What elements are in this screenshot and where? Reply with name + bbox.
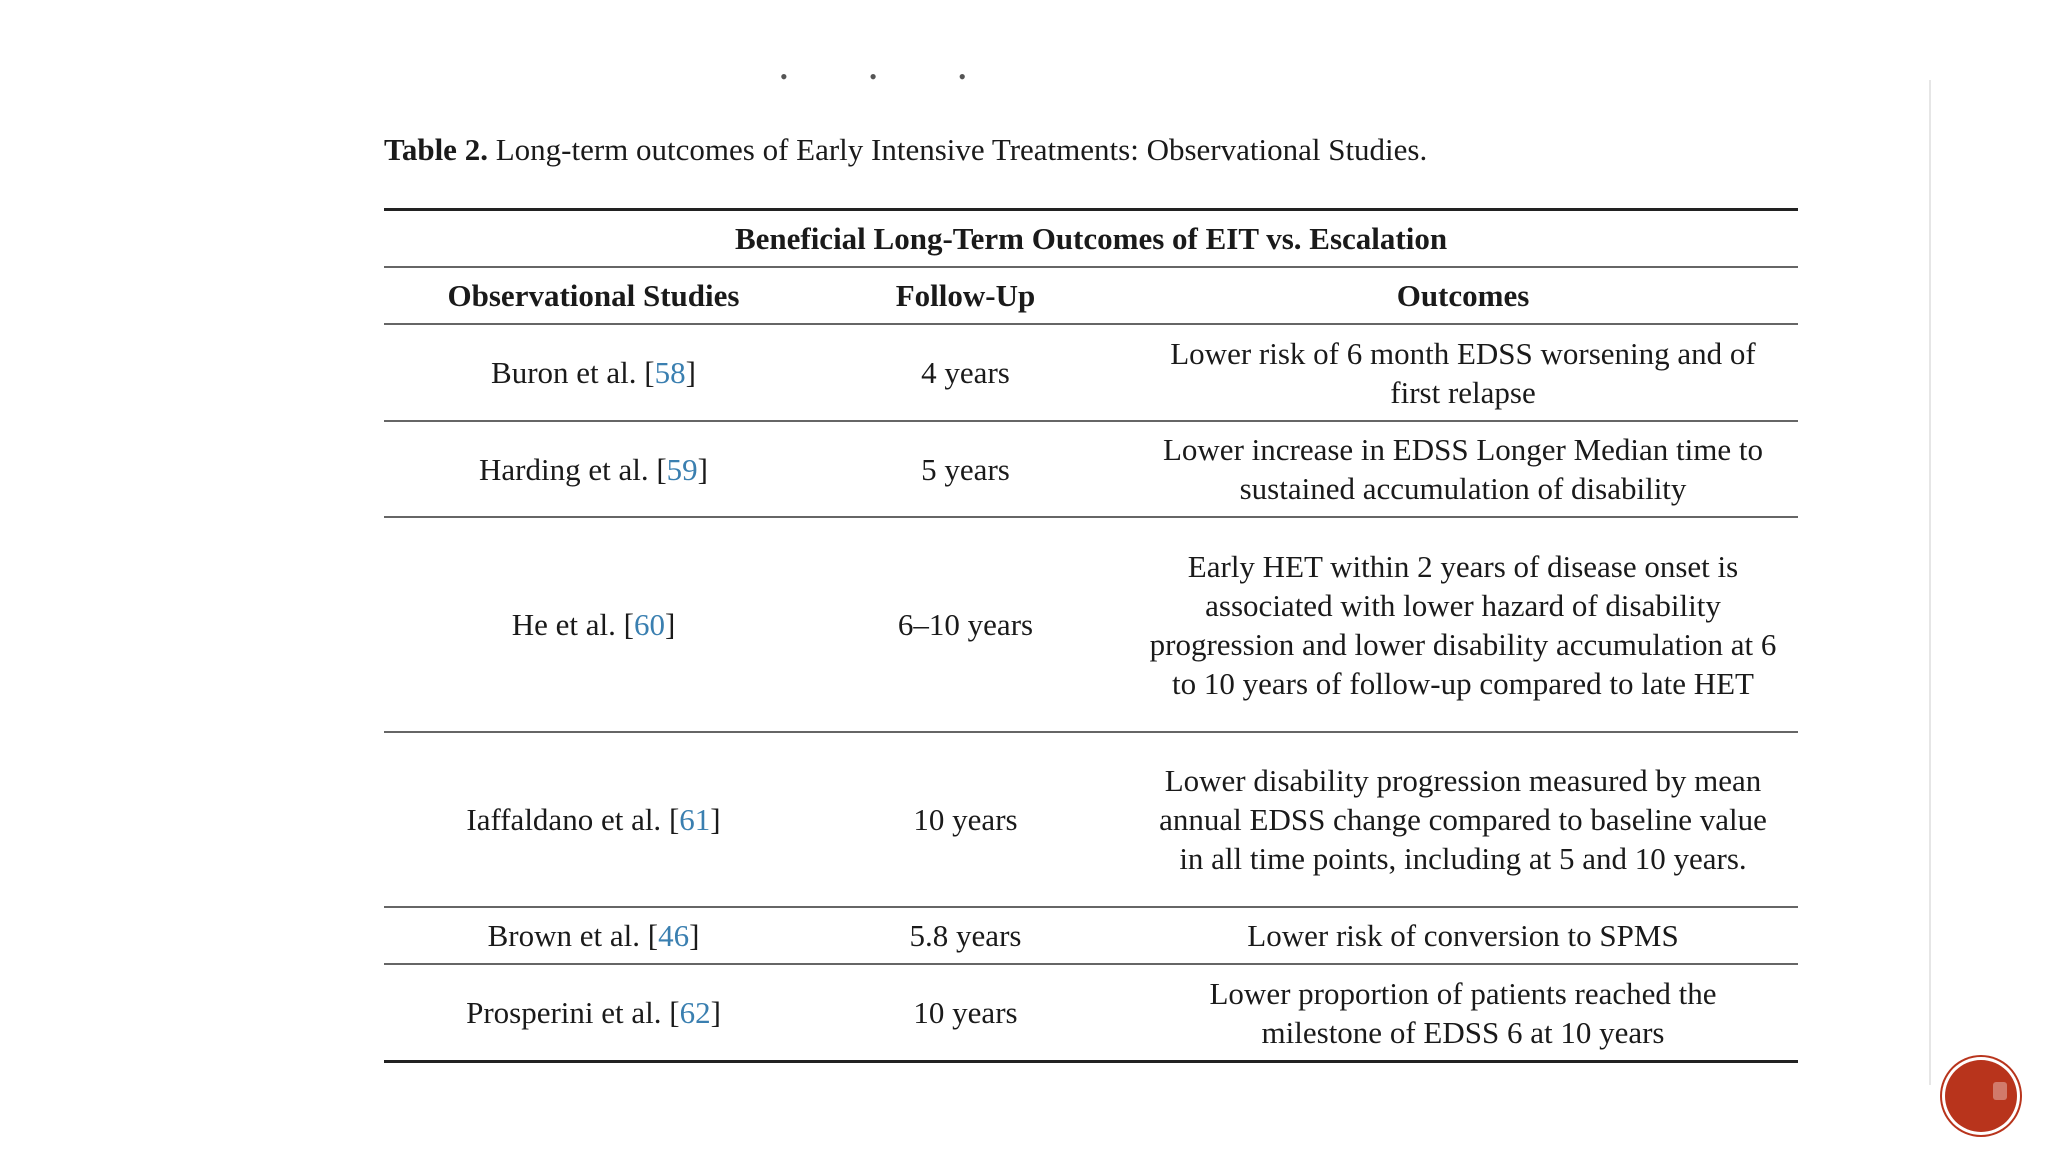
table-caption-label: Table 2. bbox=[384, 132, 488, 167]
follow-up-cell: 5 years bbox=[803, 421, 1128, 517]
outcome-cell: Lower proportion of patients reached the milestone of EDSS 6 at 10 years bbox=[1128, 964, 1798, 1062]
table-super-header: Beneficial Long-Term Outcomes of EIT vs. Escalation bbox=[384, 210, 1798, 268]
study-cell: Iaffaldano et al. [61] bbox=[384, 732, 803, 907]
table-super-header-row bbox=[384, 210, 1798, 268]
study-author: Buron et al. bbox=[491, 355, 637, 390]
next-slide-button[interactable] bbox=[1945, 1060, 2017, 1132]
follow-up-cell: 5.8 years bbox=[803, 907, 1128, 964]
study-cell: Harding et al. [59] bbox=[384, 421, 803, 517]
outcome-cell: Lower risk of 6 month EDSS worsening and of first relapse bbox=[1128, 324, 1798, 421]
table-row bbox=[384, 732, 1798, 907]
table-row bbox=[384, 421, 1798, 517]
reference-link[interactable]: 46 bbox=[658, 918, 690, 953]
study-author: Prosperini et al. bbox=[466, 995, 662, 1030]
table-row bbox=[384, 964, 1798, 1062]
study-cell: Prosperini et al. [62] bbox=[384, 964, 803, 1062]
reference-link[interactable]: 62 bbox=[679, 995, 711, 1030]
table-caption-text: Long-term outcomes of Early Intensive Treatments: Observational Studies. bbox=[487, 132, 1428, 167]
table-caption bbox=[384, 130, 1798, 170]
follow-up-cell: 4 years bbox=[803, 324, 1128, 421]
outcome-cell: Early HET within 2 years of disease onset is associated with lower hazard of disability progression and lower disability accumulation at 6 to 10 years of follow-up compared to late HET bbox=[1128, 517, 1798, 732]
follow-up-cell: 10 years bbox=[803, 964, 1128, 1062]
table-figure bbox=[384, 130, 1798, 1063]
table-row bbox=[384, 324, 1798, 421]
table-row bbox=[384, 517, 1798, 732]
circle-next-icon bbox=[1993, 1082, 2007, 1100]
follow-up-cell: 10 years bbox=[803, 732, 1128, 907]
column-header-studies: Observational Studies bbox=[384, 267, 803, 324]
outcome-cell: Lower disability progression measured by mean annual EDSS change compared to baseline value in all time points, including at 5 and 10 years. bbox=[1128, 732, 1798, 907]
slide-divider-line bbox=[1929, 80, 1931, 1085]
study-cell: He et al. [60] bbox=[384, 517, 803, 732]
table-header-row bbox=[384, 267, 1798, 324]
follow-up-cell: 6–10 years bbox=[803, 517, 1128, 732]
study-author: Brown et al. bbox=[487, 918, 640, 953]
reference-link[interactable]: 58 bbox=[654, 355, 686, 390]
column-header-follow-up: Follow-Up bbox=[803, 267, 1128, 324]
reference-link[interactable]: 59 bbox=[666, 451, 698, 487]
cropped-text-fragment: • • • bbox=[780, 64, 1005, 84]
table-row bbox=[384, 907, 1798, 964]
study-cell: Brown et al. [46] bbox=[384, 907, 803, 964]
column-header-outcomes: Outcomes bbox=[1128, 267, 1798, 324]
outcome-cell: Lower risk of conversion to SPMS bbox=[1128, 907, 1798, 964]
study-author: Harding et al. bbox=[479, 451, 649, 487]
study-author: He et al. bbox=[511, 607, 616, 642]
outcome-cell: Lower increase in EDSS Longer Median time to sustained accumulation of disability bbox=[1128, 421, 1798, 517]
reference-link[interactable]: 61 bbox=[679, 802, 711, 837]
study-cell: Buron et al. [58] bbox=[384, 324, 803, 421]
outcomes-table bbox=[384, 208, 1798, 1063]
reference-link[interactable]: 60 bbox=[633, 607, 665, 642]
study-author: Iaffaldano et al. bbox=[466, 802, 662, 837]
